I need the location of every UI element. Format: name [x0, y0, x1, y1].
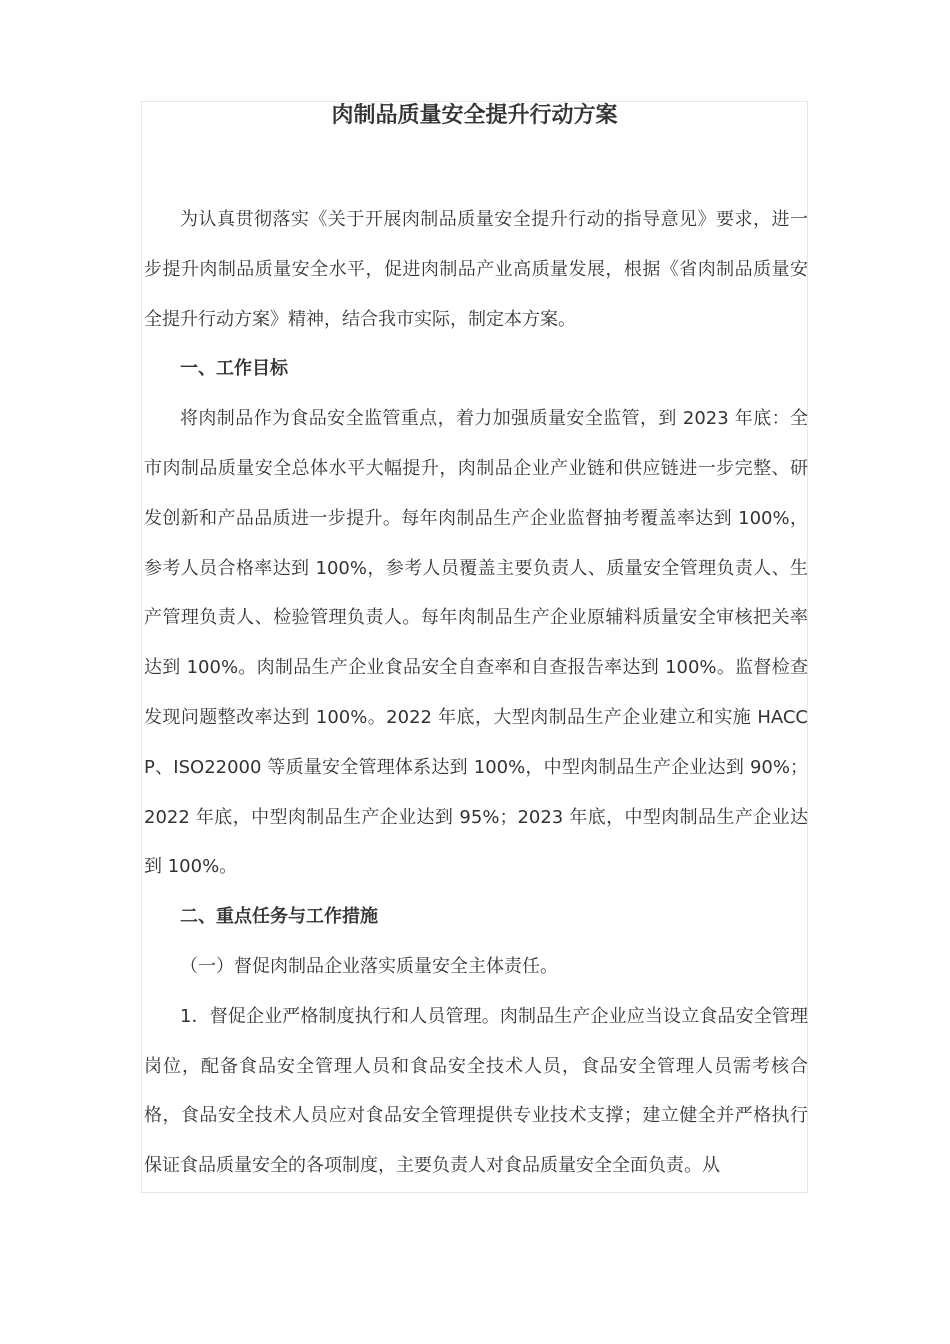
subsection-heading-1: （一）督促肉制品企业落实质量安全主体责任。	[180, 955, 558, 977]
section-heading-goals: 一、工作目标	[180, 358, 288, 380]
goals-paragraph: 将肉制品作为食品安全监管重点，着力加强质量安全监管，到 2023 年底：全市肉制品质量安全总体水平大幅提升，肉制品企业产业链和供应链进一步完整、研发创新和产品品质进一步提升。每年肉制品生产企业监督抽考覆盖率达到 100%，参考人员合格率达到 100%，参考人员覆盖主要负责人、质量安全管理负责人、生产管理负责人、检验管理负责人。每年肉制品生产企业原辅料质量安全审核把关率达到 100%。肉制品生产企业食品安全自查率和自查报告率达到 100%。监督检查发现问题整改率达到 100%。2022 年底，大型肉制品生产企业建立和实施 HACCP、ISO22000 等质量安全管理体系达到 100%，中型肉制品生产企业达到 90%；2022 年底，中型肉制品生产企业达到 95%；2023 年底，中型肉制品生产企业达到 100%。	[144, 408, 808, 878]
document-title: 肉制品质量安全提升行动方案	[331, 103, 618, 128]
section-heading-tasks: 二、重点任务与工作措施	[180, 906, 378, 928]
intro-paragraph: 为认真贯彻落实《关于开展肉制品质量安全提升行动的指导意见》要求，进一步提升肉制品质量安全水平，促进肉制品产业高质量发展，根据《省肉制品质量安全提升行动方案》精神，结合我市实际，制定本方案。	[144, 209, 808, 330]
task-paragraph-1: 1．督促企业严格制度执行和人员管理。肉制品生产企业应当设立食品安全管理岗位，配备食品安全管理人员和食品安全技术人员，食品安全管理人员需考核合格，食品安全技术人员应对食品安全管理提供专业技术支撑；建立健全并严格执行保证食品质量安全的各项制度，主要负责人对食品质量安全全面负责。从	[144, 1005, 808, 1177]
document-body	[144, 195, 808, 1191]
